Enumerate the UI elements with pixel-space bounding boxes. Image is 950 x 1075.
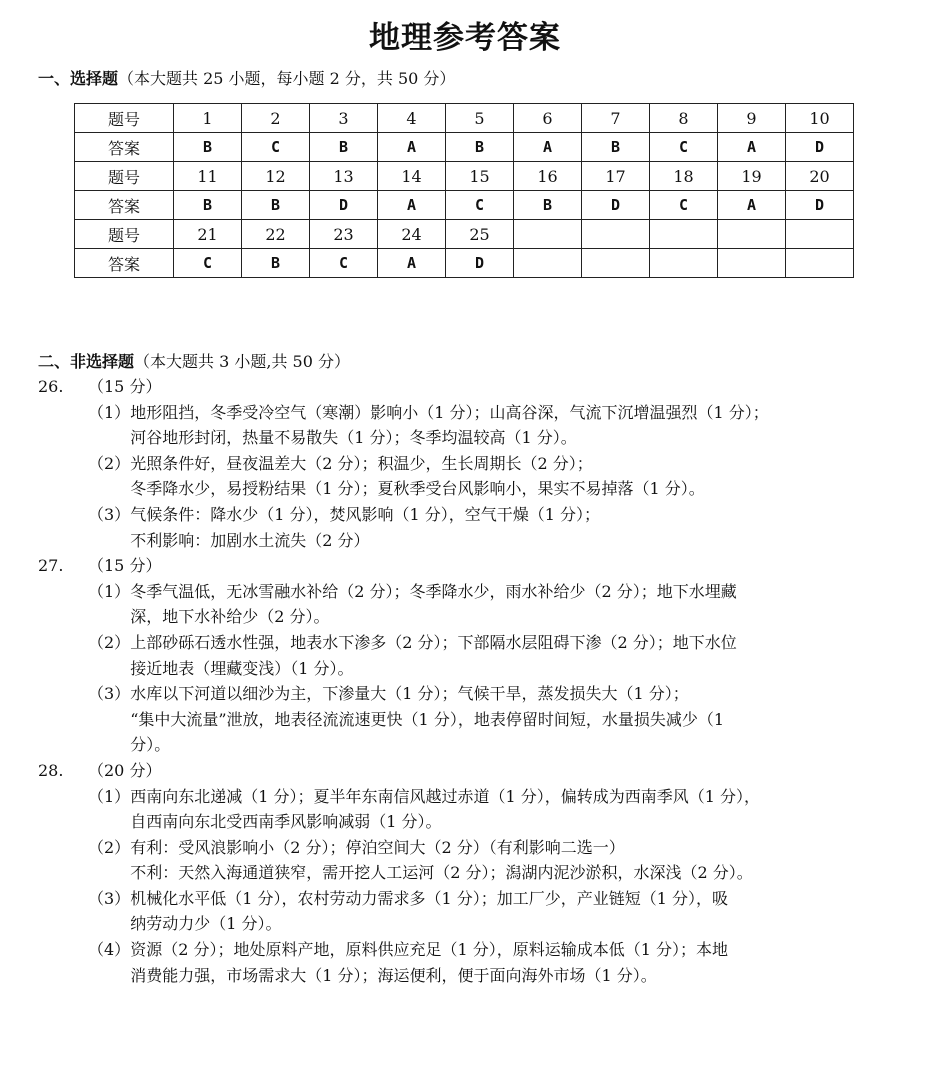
answer-cell: C: [242, 133, 310, 162]
question-number-cell: 15: [446, 162, 514, 191]
question-number-cell: 18: [650, 162, 718, 191]
question-number-cell: 3: [310, 104, 378, 133]
answer-cell: [650, 249, 718, 278]
answer-cell: B: [242, 191, 310, 220]
answer-part: [38, 886, 898, 937]
answer-line: 机械化水平低（1 分），农村劳动力需求多（1 分）；加工厂少，产业链短（1 分），吸: [130, 888, 728, 908]
section-1-heading: [38, 66, 455, 89]
page-title: 地理参考答案: [369, 20, 561, 56]
answer-line: 接近地表（埋藏变浅）（1 分）。: [130, 658, 354, 678]
answer-part-text: [130, 579, 898, 630]
answer-part-text: [130, 630, 898, 681]
row-label-number: 题号: [75, 220, 174, 249]
answer-line: 光照条件好，昼夜温差大（2 分）；积温少，生长周期长（2 分）；: [130, 453, 593, 473]
question-header: [38, 553, 898, 579]
question-number-cell: 22: [242, 220, 310, 249]
answer-cell: [718, 249, 786, 278]
answer-cell: C: [174, 249, 242, 278]
table-row-answers: [75, 191, 854, 220]
question-score: （20 分）: [88, 760, 162, 780]
answer-cell: A: [514, 133, 582, 162]
question-number-cell: 5: [446, 104, 514, 133]
question-number: 27.: [38, 556, 64, 576]
answer-line: 纳劳动力少（1 分）。: [130, 914, 282, 934]
question-number-cell: 6: [514, 104, 582, 133]
question-number-cell: [582, 220, 650, 249]
answer-line: 有利：受风浪影响小（2 分）；停泊空间大（2 分）（有利影响二选一）: [130, 837, 625, 857]
table-row-numbers: [75, 104, 854, 133]
question-header: [38, 758, 898, 784]
question-number-cell: 9: [718, 104, 786, 133]
answer-cell: C: [650, 191, 718, 220]
answer-part: [38, 579, 898, 630]
section-1-label: 一、选择题: [38, 69, 119, 88]
answer-cell: B: [174, 133, 242, 162]
question-score: （15 分）: [88, 556, 162, 576]
answer-cell: D: [446, 249, 514, 278]
answer-part: [38, 502, 898, 553]
section-1-note: （本大题共 25 小题，每小题 2 分，共 50 分）: [118, 69, 456, 88]
answer-cell: C: [446, 191, 514, 220]
table-row-numbers: [75, 220, 854, 249]
answer-cell: B: [242, 249, 310, 278]
answer-cell: C: [650, 133, 718, 162]
answer-line: 地形阻挡，冬季受冷空气（寒潮）影响小（1 分）；山高谷深，气流下沉增温强烈（1 分）；: [130, 402, 769, 422]
answer-part-label: （1）: [88, 581, 131, 601]
answer-part: [38, 784, 898, 835]
answer-line: 冬季降水少，易授粉结果（1 分）；夏秋季受台风影响小，果实不易掉落（1 分）。: [130, 479, 705, 499]
answer-cell: A: [378, 133, 446, 162]
answer-line: 深，地下水补给少（2 分）。: [130, 607, 330, 627]
question-number-cell: [650, 220, 718, 249]
answer-line: 河谷地形封闭，热量不易散失（1 分）；冬季均温较高（1 分）。: [130, 428, 577, 448]
question-number-cell: 13: [310, 162, 378, 191]
table-row-answers: [75, 249, 854, 278]
question-number-cell: 2: [242, 104, 310, 133]
row-label-number: 题号: [75, 162, 174, 191]
table-row-numbers: [75, 162, 854, 191]
question-number-cell: 20: [786, 162, 854, 191]
answer-line: 资源（2 分）；地处原料产地，原料供应充足（1 分），原料运输成本低（1 分）；本地: [130, 940, 728, 960]
question-number-cell: 19: [718, 162, 786, 191]
answer-part-text: [130, 937, 898, 988]
answer-part: [38, 400, 898, 451]
answer-part-text: [130, 400, 898, 451]
answer-part: [38, 630, 898, 681]
section-2-note: （本大题共 3 小题,共 50 分）: [134, 352, 350, 371]
answer-line: 自西南向东北受西南季风影响减弱（1 分）。: [130, 812, 442, 832]
row-label-number: 题号: [75, 104, 174, 133]
answer-cell: A: [718, 191, 786, 220]
question-number-cell: 4: [378, 104, 446, 133]
answer-line: 上部砂砾石透水性强，地表水下渗多（2 分）；下部隔水层阻碍下渗（2 分）；地下水位: [130, 632, 737, 652]
answer-part: [38, 835, 898, 886]
answer-part: [38, 937, 898, 988]
question-score: （15 分）: [88, 377, 162, 396]
answer-line: 气候条件：降水少（1 分），焚风影响（1 分），空气干燥（1 分）；: [130, 504, 600, 524]
section-2-heading: [38, 349, 350, 372]
answer-part-text: [130, 784, 898, 835]
answer-cell: A: [378, 191, 446, 220]
question-header: [38, 374, 898, 400]
question-number-cell: 16: [514, 162, 582, 191]
answer-cell: [514, 249, 582, 278]
question-number-cell: 25: [446, 220, 514, 249]
answer-cell: C: [310, 249, 378, 278]
answer-line: 不利影响：加剧水土流失（2 分）: [130, 530, 370, 550]
answer-cell: B: [174, 191, 242, 220]
answer-line: 不利：天然入海通道狭窄，需开挖人工运河（2 分）；潟湖内泥沙淤积，水深浅（2 分）。: [130, 863, 753, 883]
question-number-cell: 11: [174, 162, 242, 191]
answer-cell: B: [514, 191, 582, 220]
answer-part: [38, 451, 898, 502]
answer-line: 冬季气温低，无冰雪融水补给（2 分）；冬季降水少，雨水补给少（2 分）；地下水埋藏: [130, 581, 737, 601]
answer-cell: D: [786, 191, 854, 220]
answer-part-label: （3）: [88, 888, 131, 908]
table-row-answers: [75, 133, 854, 162]
answer-line: 水库以下河道以细沙为主，下渗量大（1 分）；气候干旱，蒸发损失大（1 分）；: [130, 684, 689, 704]
question-number: 26.: [38, 377, 64, 396]
answer-part-label: （3）: [88, 684, 131, 704]
question-number-cell: 21: [174, 220, 242, 249]
question-number-cell: [514, 220, 582, 249]
section-2-label: 二、非选择题: [38, 352, 135, 371]
answer-line: “集中大流量”泄放，地表径流流速更快（1 分），地表停留时间短，水量损失减少（1: [130, 709, 724, 729]
answer-part-text: [130, 835, 898, 886]
answer-cell: D: [786, 133, 854, 162]
answer-part-label: （2）: [88, 837, 131, 857]
answer-part-label: （4）: [88, 940, 131, 960]
answer-cell: [786, 249, 854, 278]
question-number-cell: [718, 220, 786, 249]
answer-cell: A: [718, 133, 786, 162]
question-number-cell: 23: [310, 220, 378, 249]
answer-line: 西南向东北递减（1 分）；夏半年东南信风越过赤道（1 分），偏转成为西南季风（1 分），: [130, 786, 760, 806]
answer-cell: B: [446, 133, 514, 162]
question-number-cell: 14: [378, 162, 446, 191]
question-number: 28.: [38, 760, 64, 780]
answer-part-label: （1）: [88, 402, 131, 422]
answer-line: 分）。: [130, 735, 171, 755]
answer-cell: [582, 249, 650, 278]
answer-part-text: [130, 886, 898, 937]
question-number-cell: 12: [242, 162, 310, 191]
answer-part-text: [130, 502, 898, 553]
answer-table: [74, 103, 854, 278]
question-number-cell: 7: [582, 104, 650, 133]
answer-part-text: [130, 681, 898, 758]
answer-part: [38, 681, 898, 758]
answer-part-label: （2）: [88, 632, 131, 652]
question-number-cell: [786, 220, 854, 249]
question-number-cell: 8: [650, 104, 718, 133]
answer-cell: D: [582, 191, 650, 220]
question-number-cell: 24: [378, 220, 446, 249]
row-label-answer: 答案: [75, 191, 174, 220]
answer-line: 消费能力强，市场需求大（1 分）；海运便利，便于面向海外市场（1 分）。: [130, 965, 657, 985]
answer-cell: A: [378, 249, 446, 278]
answer-cell: B: [582, 133, 650, 162]
question-number-cell: 1: [174, 104, 242, 133]
question-number-cell: 10: [786, 104, 854, 133]
answer-cell: D: [310, 191, 378, 220]
question-number-cell: 17: [582, 162, 650, 191]
answer-part-label: （2）: [88, 453, 131, 473]
answer-cell: B: [310, 133, 378, 162]
answer-part-text: [130, 451, 898, 502]
answer-part-label: （1）: [88, 786, 131, 806]
answer-part-label: （3）: [88, 504, 131, 524]
essay-answers: [38, 374, 898, 988]
row-label-answer: 答案: [75, 249, 174, 278]
row-label-answer: 答案: [75, 133, 174, 162]
